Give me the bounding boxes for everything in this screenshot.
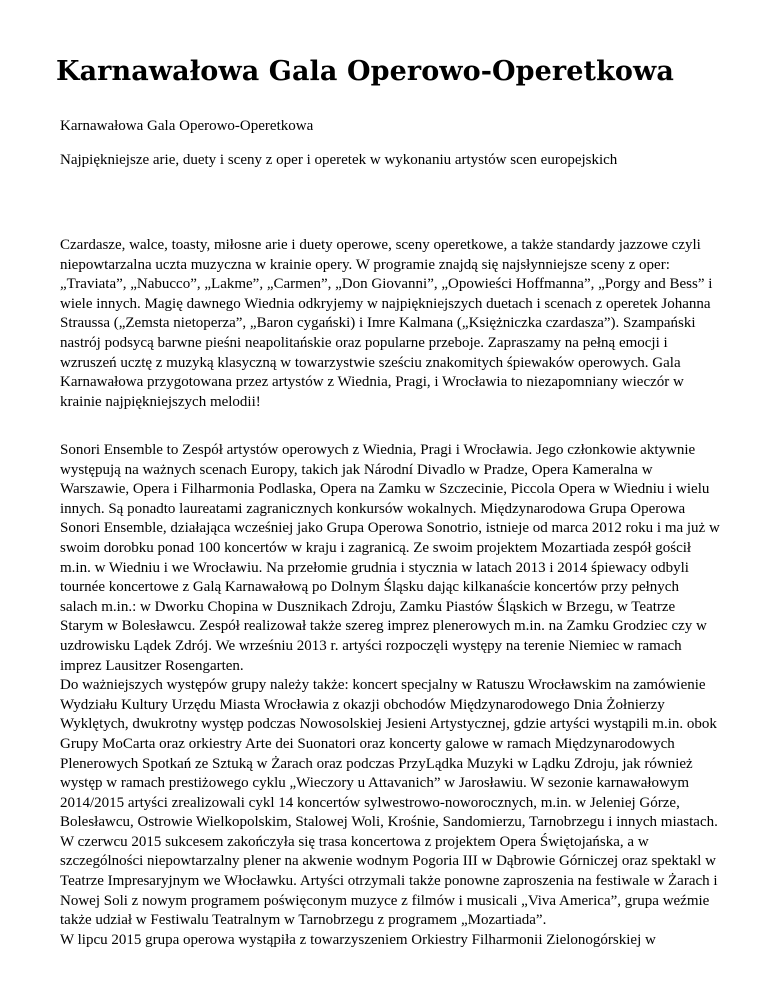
paragraph-ensemble: Sonori Ensemble to Zespół artystów operowych z Wiednia, Pragi i Wrocławia. Jego członkowie aktywnie występują na ważnych scenach Europy, takich jak Národní Divadlo w Pradze, Opera Kameralna w Warszawie, Opera i Filharmonia Podlaska, Opera na Zamku w Szczecinie, Piccola Opera w Wiedniu i wielu innych. Są ponadto laureatami zagranicznych konkursów wokalnych. Międzynarodowa Grupa Operowa Sonori Ensemble, działająca wcześniej jako Grupa Operowa Sonotrio, istnieje od marca 2012 roku i ma już w swoim dorobku ponad 100 koncertów w kraju i zagranicą. Ze swoim projektem Mozartiada zespół gościł m.in. w Wiedniu i we Wrocławiu. Na przełomie grudnia i stycznia w latach 2013 i 2014 śpiewacy odbyli tournée koncertowe z Galą Karnawałową po Dolnym Śląsku dając kilkanaście koncertów przy pełnych salach m.in.: w Dworku Chopina w Dusznikach Zdroju, Zamku Piastów Śląskich w Brzegu, w Teatrze Starym w Bolesławcu. Zespół realizował także szereg imprez plenerowych m.in. na Zamku Grodziec czy w uzdrowisku Lądek Zdrój. We wrześniu 2013 r. artyści rozpoczęli występy na terenie Niemiec w ramach imprez Lausitzer Rosengarten. Do ważniejszych występów grupy należy także: koncert specjalny w Ratuszu Wrocławskim na zamówienie Wydziału Kultury Urzędu Miasta Wrocławia z okazji obchodów Międzynarodowego Dnia Żołnierzy Wyklętych, dwukrotny występ podczas Nowosolskiej Jesieni Artystycznej, gdzie artyści wystąpili m.in. obok Grupy MoCarta oraz orkiestry Arte dei Suonatori oraz koncerty galowe w ramach Międzynarodowych Plenerowych Spotkań ze Sztuką w Żarach oraz podczas PrzyLądka Muzyki w Lądku Zdroju, jak również występ w ramach prestiżowego cyklu „Wieczory u Attavanich” w Jarosławiu. W sezonie karnawałowym 2014/2015 artyści zrealizowali cykl 14 koncertów sylwestrowo-noworocznych, m.in. w Jeleniej Górze, Bolesławcu, Ostrowie Wielkopolskim, Stalowej Woli, Krośnie, Sandomierzu, Tarnobrzegu i innych miastach. W czerwcu 2015 sukcesem zakończyła się trasa koncertowa z projektem Opera Świętojańska, a w szczególności niepowtarzalny plener na akwenie wodnym Pogoria III w Dąbrowie Górniczej oraz spektakl w Teatrze Impresaryjnym we Włocławku. Artyści otrzymali także ponowne zaproszenia na festiwale w Żarach i Nowej Soli z nowym programem poświęconym muzyce z filmów i musicali „Viva America”, grupa weźmie także udział w Festiwalu Teatralnym w Tarnobrzegu z programem „Mozartiada”. W lipcu 2015 grupa operowa wystąpiła z towarzyszeniem Orkiestry Filharmonii Zielonogórskiej w — [60, 442, 720, 948]
page-title: Karnawałowa Gala Operowo-Operetkowa — [56, 56, 674, 87]
paragraph-program: Czardasze, walce, toasty, miłosne arie i duety operowe, sceny operetkowe, a także standardy jazzowe czyli niepowtarzalna uczta muzyczna w krainie opery. W programie znajdą się najsłynniejsze sceny z oper: „Traviata”, „Nabucco”, „Lakme”, „Carmen”, „Don Giovanni”, „Opowieści Hoffmanna”, „Porgy and Bess” i wiele innych. Magię dawnego Wiednia odkryjemy w najpiękniejszych duetach i scenach z operetek Johanna Straussa („Zemsta nietoperza”, „Baron cygański) i Imre Kalmana („Księżniczka czardasza”). Szampański nastrój podsycą barwne pieśni neapolitańskie oraz popularne przeboje. Zapraszamy na pełną emocji i wzruszeń ucztę z muzyką klasyczną w towarzystwie sześciu znakomitych śpiewaków operowych. Gala Karnawałowa przygotowana przez artystów z Wiednia, Pragi, i Wrocławia to niezapomniany wieczór w krainie najpiękniejszych melodii! — [60, 237, 713, 410]
subtitle-text: Karnawałowa Gala Operowo-Operetkowa — [60, 118, 314, 134]
lead-text: Najpiękniejsze arie, duety i sceny z oper i operetek w wykonaniu artystów scen europejskich — [60, 152, 618, 168]
